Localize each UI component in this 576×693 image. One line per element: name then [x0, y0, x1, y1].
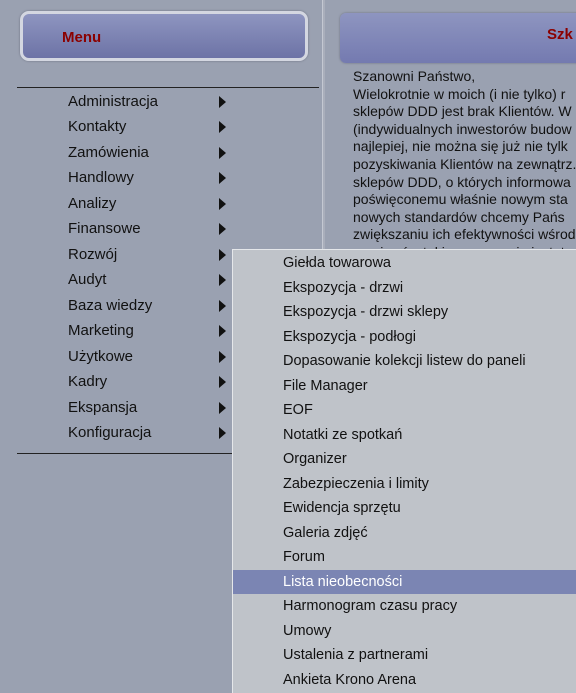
submenu-item-ustalenia[interactable] [233, 643, 576, 667]
submenu-item-label: Lista nieobecności [283, 574, 403, 590]
menu-item-label: Handlowy [68, 169, 134, 186]
submenu-item-label: Dopasowanie kolekcji listew do paneli [283, 353, 526, 369]
menu-item-label: Ekspansja [68, 399, 138, 416]
submenu-item-galeria-zdjec[interactable] [233, 521, 576, 545]
submenu-item-label: Forum [283, 549, 325, 565]
submenu-item-ekspozycja-podlogi[interactable] [233, 325, 576, 349]
menu-item-label: Zamówienia [68, 144, 149, 161]
menu-item-label: Analizy [68, 195, 117, 212]
content-line: zwiększaniu ich efektywności wśrod [353, 226, 576, 243]
content-line: poświęconemu właśnie nowym sta [353, 191, 568, 208]
menu-item-label: Użytkowe [68, 348, 134, 365]
submenu-item-label: Ekspozycja - podłogi [283, 329, 416, 345]
submenu-flyout [232, 249, 576, 693]
menu-item-zamowienia[interactable] [68, 143, 228, 167]
menu-item-label: Marketing [68, 322, 134, 339]
submenu-item-umowy[interactable] [233, 619, 576, 643]
menu-item-kadry[interactable] [68, 372, 228, 396]
menu-item-finansowe[interactable] [68, 219, 228, 243]
submenu-arrow-icon [219, 96, 226, 108]
content-line: (indywidualnych inwestorów budow [353, 120, 572, 137]
content-line: pozyskiwania Klientów na zewnątrz. [353, 155, 576, 172]
submenu-item-label: File Manager [283, 378, 368, 394]
submenu-arrow-icon [219, 198, 226, 210]
submenu-item-dopasowanie-kolekcji[interactable] [233, 349, 576, 373]
menu-item-rozwoj[interactable] [68, 245, 228, 269]
menu-item-administracja[interactable] [68, 92, 228, 116]
submenu-item-label: Umowy [283, 623, 332, 639]
menu-item-ekspansja[interactable] [68, 398, 228, 422]
submenu-item-label: Notatki ze spotkań [283, 427, 403, 443]
submenu-item-harmonogram[interactable] [233, 594, 576, 618]
menu-top-divider [17, 87, 319, 88]
menu-item-baza-wiedzy[interactable] [68, 296, 228, 320]
submenu-arrow-icon [219, 376, 226, 388]
submenu-item-file-manager[interactable] [233, 374, 576, 398]
content-line: najlepiej, nie można się już nie tylk [353, 138, 568, 155]
content-header [340, 13, 576, 63]
content-line: sklepów DDD jest brak Klientów. W [353, 103, 572, 120]
menu-item-uzytkowe[interactable] [68, 347, 228, 371]
submenu-arrow-icon [219, 223, 226, 235]
submenu-arrow-icon [219, 121, 226, 133]
content-line: nowych standardów chcemy Pańs [353, 208, 565, 225]
submenu-item-eof[interactable] [233, 398, 576, 422]
submenu-item-ekspozycja-drzwi-sklepy[interactable] [233, 300, 576, 324]
submenu-item-ankieta[interactable] [233, 668, 576, 692]
menu-item-audyt[interactable] [68, 270, 228, 294]
submenu-item-label: Organizer [283, 451, 347, 467]
menu-item-label: Audyt [68, 271, 107, 288]
menu-item-label: Kadry [68, 373, 108, 390]
submenu-arrow-icon [219, 147, 226, 159]
menu-item-label: Rozwój [68, 246, 118, 263]
menu-item-handlowy[interactable] [68, 168, 228, 192]
submenu-item-label: Ekspozycja - drzwi [283, 280, 404, 296]
submenu-arrow-icon [219, 274, 226, 286]
submenu-item-ewidencja-sprzetu[interactable] [233, 496, 576, 520]
content-line: Szanowni Państwo, [353, 68, 476, 84]
menu-item-label: Kontakty [68, 118, 127, 135]
submenu-item-zabezpieczenia[interactable] [233, 472, 576, 496]
submenu-item-gielda-towarowa[interactable] [233, 251, 576, 275]
submenu-item-label: Ewidencja sprzętu [283, 500, 401, 516]
submenu-arrow-icon [219, 249, 226, 261]
content-line: Wielokrotnie w moich (i nie tylko) r [353, 85, 566, 102]
menu-item-kontakty[interactable] [68, 117, 228, 141]
content-line: sklepów DDD, o których informowa [353, 173, 571, 190]
menu-item-label: Administracja [68, 93, 159, 110]
menu-title: Menu [62, 29, 102, 46]
submenu-arrow-icon [219, 351, 226, 363]
submenu-arrow-icon [219, 172, 226, 184]
submenu-item-label: Zabezpieczenia i limity [283, 476, 429, 492]
content-text [353, 68, 576, 278]
submenu-item-lista-nieobecnosci[interactable] [233, 570, 576, 594]
menu-item-label: Konfiguracja [68, 424, 152, 441]
content-header-title: Szk [547, 26, 573, 43]
submenu-item-label: Ankieta Krono Arena [283, 672, 417, 688]
submenu-item-label: Harmonogram czasu pracy [283, 598, 458, 614]
submenu-arrow-icon [219, 300, 226, 312]
submenu-item-label: Ustalenia z partnerami [283, 647, 429, 663]
submenu-item-notatki[interactable] [233, 423, 576, 447]
menu-item-marketing[interactable] [68, 321, 228, 345]
submenu-item-organizer[interactable] [233, 447, 576, 471]
submenu-arrow-icon [219, 402, 226, 414]
menu-item-label: Baza wiedzy [68, 297, 153, 314]
submenu-item-label: Galeria zdjęć [283, 525, 368, 541]
menu-header [20, 11, 308, 61]
submenu-item-label: EOF [283, 402, 313, 418]
submenu-arrow-icon [219, 427, 226, 439]
submenu-item-forum[interactable] [233, 545, 576, 569]
menu-item-analizy[interactable] [68, 194, 228, 218]
submenu-item-ekspozycja-drzwi[interactable] [233, 276, 576, 300]
menu-item-konfiguracja[interactable] [68, 423, 228, 447]
menu-item-label: Finansowe [68, 220, 141, 237]
submenu-item-label: Ekspozycja - drzwi sklepy [283, 304, 449, 320]
submenu-item-label: Giełda towarowa [283, 255, 391, 271]
submenu-arrow-icon [219, 325, 226, 337]
